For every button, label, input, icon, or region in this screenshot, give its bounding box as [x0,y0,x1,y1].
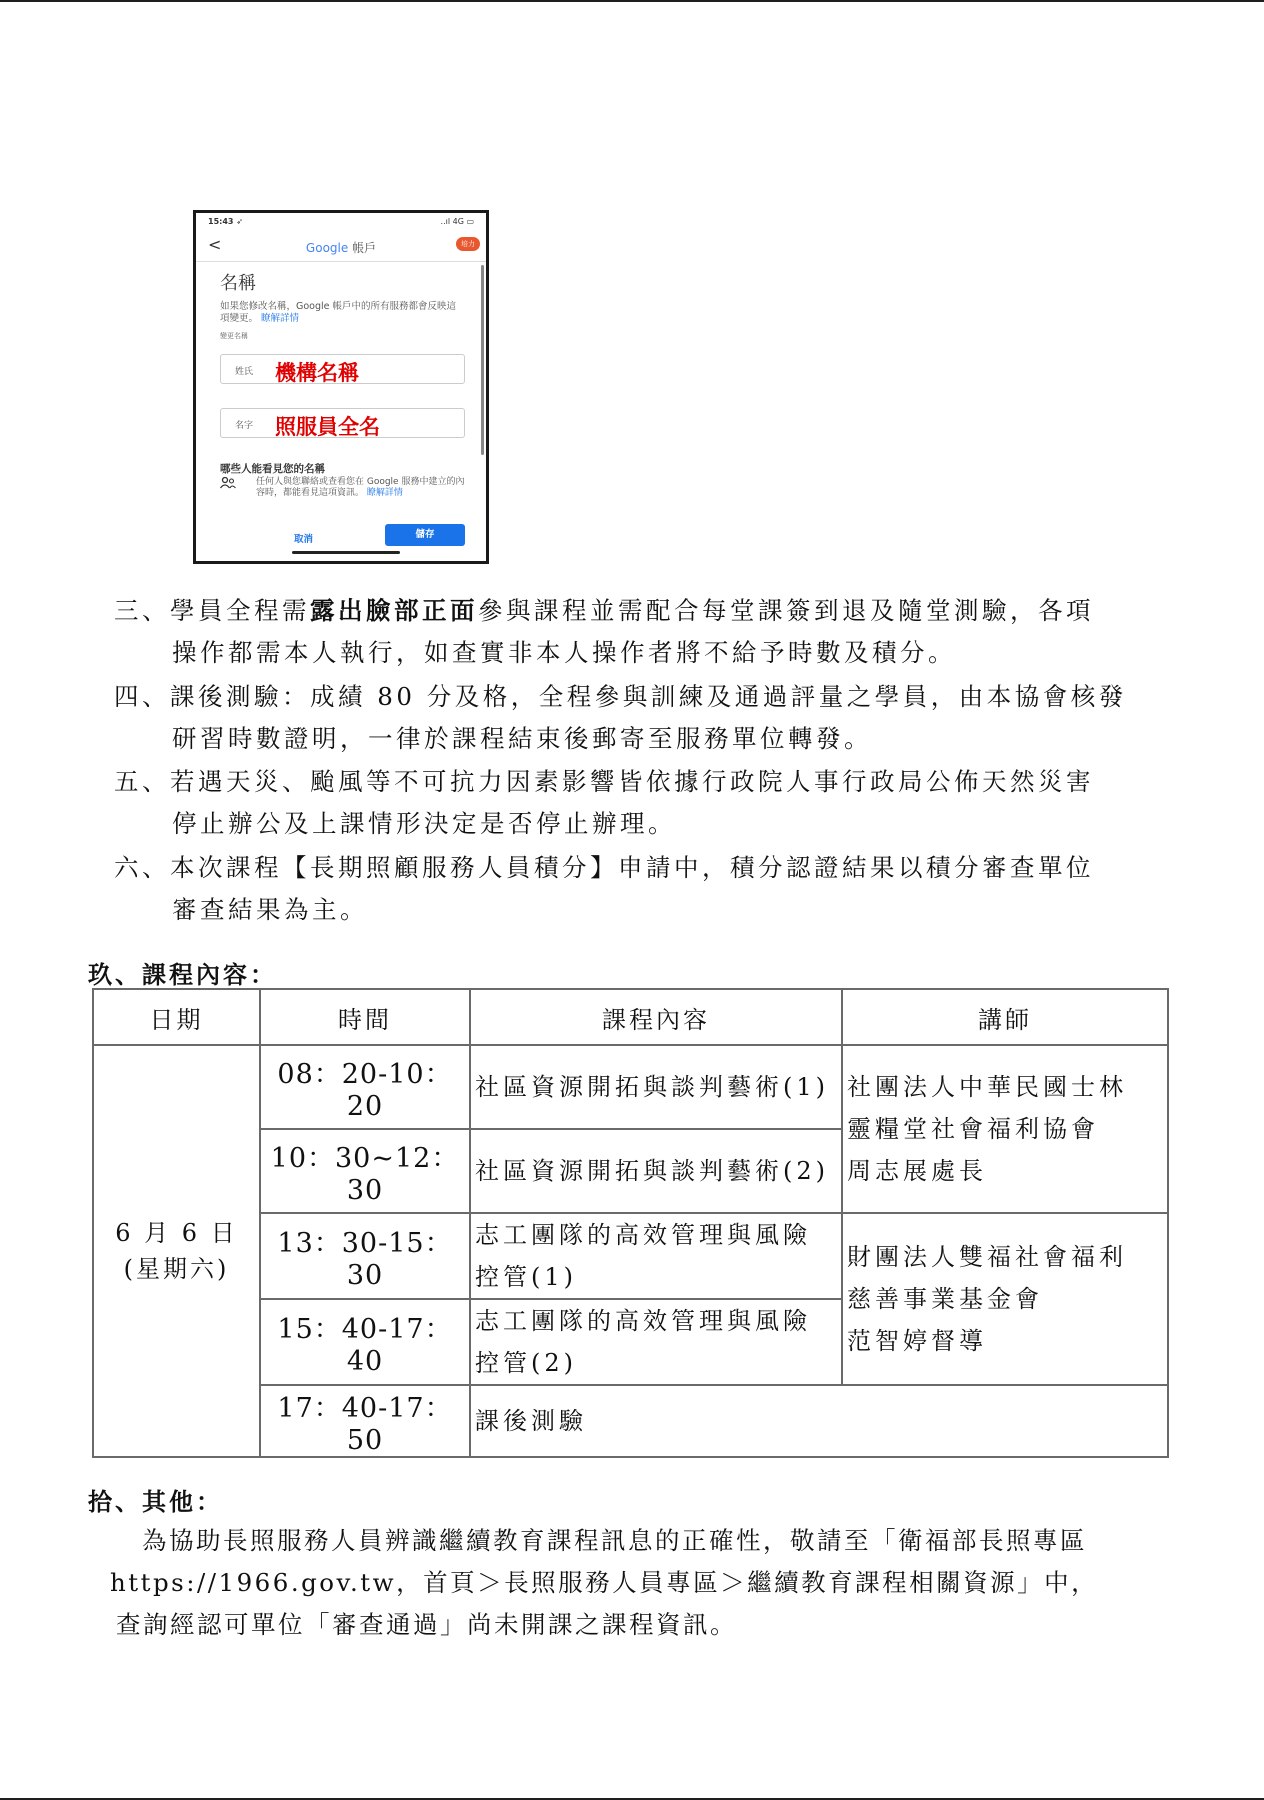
instructor-cell [842,1213,1168,1385]
course-section-title: 玖、課程內容： [88,960,277,989]
other-section-title: 拾、其他： [88,1487,223,1516]
cancel-button[interactable]: 取消 [294,534,314,545]
name-description [220,301,465,325]
time-cell: 10：30~12：30 [260,1129,470,1213]
rule-4-line1: 四、課後測驗：成績 80 分及格，全程參與訓練及通過評量之學員，由本協會核發 [114,682,1127,711]
surname-label: 姓氏 [235,367,254,377]
other-paragraph [110,1520,1180,1646]
back-chevron-icon[interactable]: < [208,235,222,254]
rule-3-line2: 操作都需本人執行，如查實非本人操作者將不給予時數及積分。 [172,638,956,667]
time-cell: 17：40-17：50 [260,1385,470,1457]
table-header-row [93,989,1168,1045]
table-row [93,1045,1168,1129]
home-indicator [292,551,400,554]
visibility-heading: 哪些人能看見您的名稱 [220,463,325,475]
topic-cell: 社區資源開拓與談判藝術(1) [470,1045,842,1129]
nav-title [196,239,486,256]
other-line2: https://1966.gov.tw，首頁＞長照服務人員專區＞繼續教育課程相關資源」中， [110,1568,1099,1597]
rule-4 [114,676,1164,760]
surname-value: 機構名稱 [275,360,359,385]
given-name-label: 名字 [235,421,254,431]
time-cell: 08：20-10：20 [260,1045,470,1129]
topic-cell: 課後測驗 [470,1385,1168,1457]
rule-6 [114,847,1164,931]
people-icon [220,477,236,492]
rule-3-line1-rest: 參與課程並需配合每堂課簽到退及隨堂測驗，各項 [478,596,1094,625]
rule-6-line1: 六、本次課程【長期照顧服務人員積分】申請中，積分認證結果以積分審查單位 [114,853,1094,882]
course-table [92,988,1169,1458]
rule-5-line1: 五、若遇天災、颱風等不可抗力因素影響皆依據行政院人事行政局公佈天然災害 [114,767,1094,796]
rule-3-bold: 露出臉部正面 [310,596,478,625]
header-instructor: 講師 [842,989,1168,1045]
scrollbar[interactable] [481,265,484,455]
instructor-1-line3: 周志展處長 [847,1157,987,1185]
header-topic: 課程內容 [470,989,842,1045]
surname-field[interactable] [220,354,465,384]
other-line1: 為協助長照服務人員辨識繼續教育課程訊息的正確性，敬請至「衛福部長照專區 [142,1526,1087,1555]
status-time: 15:43 ➶ [208,217,243,226]
time-cell: 13：30-15：30 [260,1213,470,1299]
instructor-2-line1: 財團法人雙福社會福利 [847,1243,1127,1271]
header-date: 日期 [93,989,260,1045]
given-name-field[interactable] [220,408,465,438]
given-name-value: 照服員全名 [275,414,380,439]
visibility-description-text: 任何人與您聯絡或查看您在 Google 服務中建立的內容時，都能看見這項資訊。 [256,477,465,498]
instructor-2-line3: 范智婷督導 [847,1327,987,1355]
nav-title-rest: 帳戶 [348,241,377,255]
rule-6-line2: 審查結果為主。 [172,895,368,924]
rule-5 [114,761,1164,845]
nav-bar [196,231,486,262]
date-line1: 6 月 6 日 [115,1219,238,1247]
instructor-2-line2: 慈善事業基金會 [847,1285,1043,1313]
other-line3: 查詢經認可單位「審查通過」尚未開課之課程資訊。 [116,1610,737,1639]
visibility-description [256,477,466,499]
save-button[interactable]: 儲存 [385,524,465,546]
instructor-1-line1: 社團法人中華民國士林 [847,1073,1127,1101]
name-description-text: 如果您修改名稱，Google 帳戶中的所有服務都會反映這項變更。 [220,301,457,324]
rule-4-line2: 研習時數證明，一律於課程結束後郵寄至服務單位轉發。 [172,724,872,753]
date-line2: (星期六) [123,1255,230,1283]
page-top-border [0,0,1264,2]
status-bar [208,217,474,229]
signal-battery-icon: ..ıl 4G ▭ [440,217,474,226]
topic-cell: 社區資源開拓與談判藝術(2) [470,1129,842,1213]
google-logo-text: Google [305,241,349,255]
learn-more-link-2[interactable]: 瞭解詳情 [366,488,403,498]
change-name-label: 變更名稱 [220,332,248,340]
date-cell [93,1045,260,1457]
google-account-screenshot [193,210,489,564]
rule-3-prefix: 三、學員全程需 [114,596,310,625]
learn-more-link[interactable]: 瞭解詳情 [261,313,300,324]
instructor-1-line2: 靈糧堂社會福利協會 [847,1115,1099,1143]
rule-3 [114,590,1164,674]
topic-cell: 志工團隊的高效管理與風險控管(2) [470,1299,842,1385]
name-heading: 名稱 [220,273,256,294]
rule-5-line2: 停止辦公及上課情形決定是否停止辦理。 [172,809,676,838]
topic-cell: 志工團隊的高效管理與風險控管(1) [470,1213,842,1299]
instructor-cell [842,1045,1168,1213]
avatar[interactable]: 培力 [456,237,480,251]
header-time: 時間 [260,989,470,1045]
time-cell: 15：40-17：40 [260,1299,470,1385]
